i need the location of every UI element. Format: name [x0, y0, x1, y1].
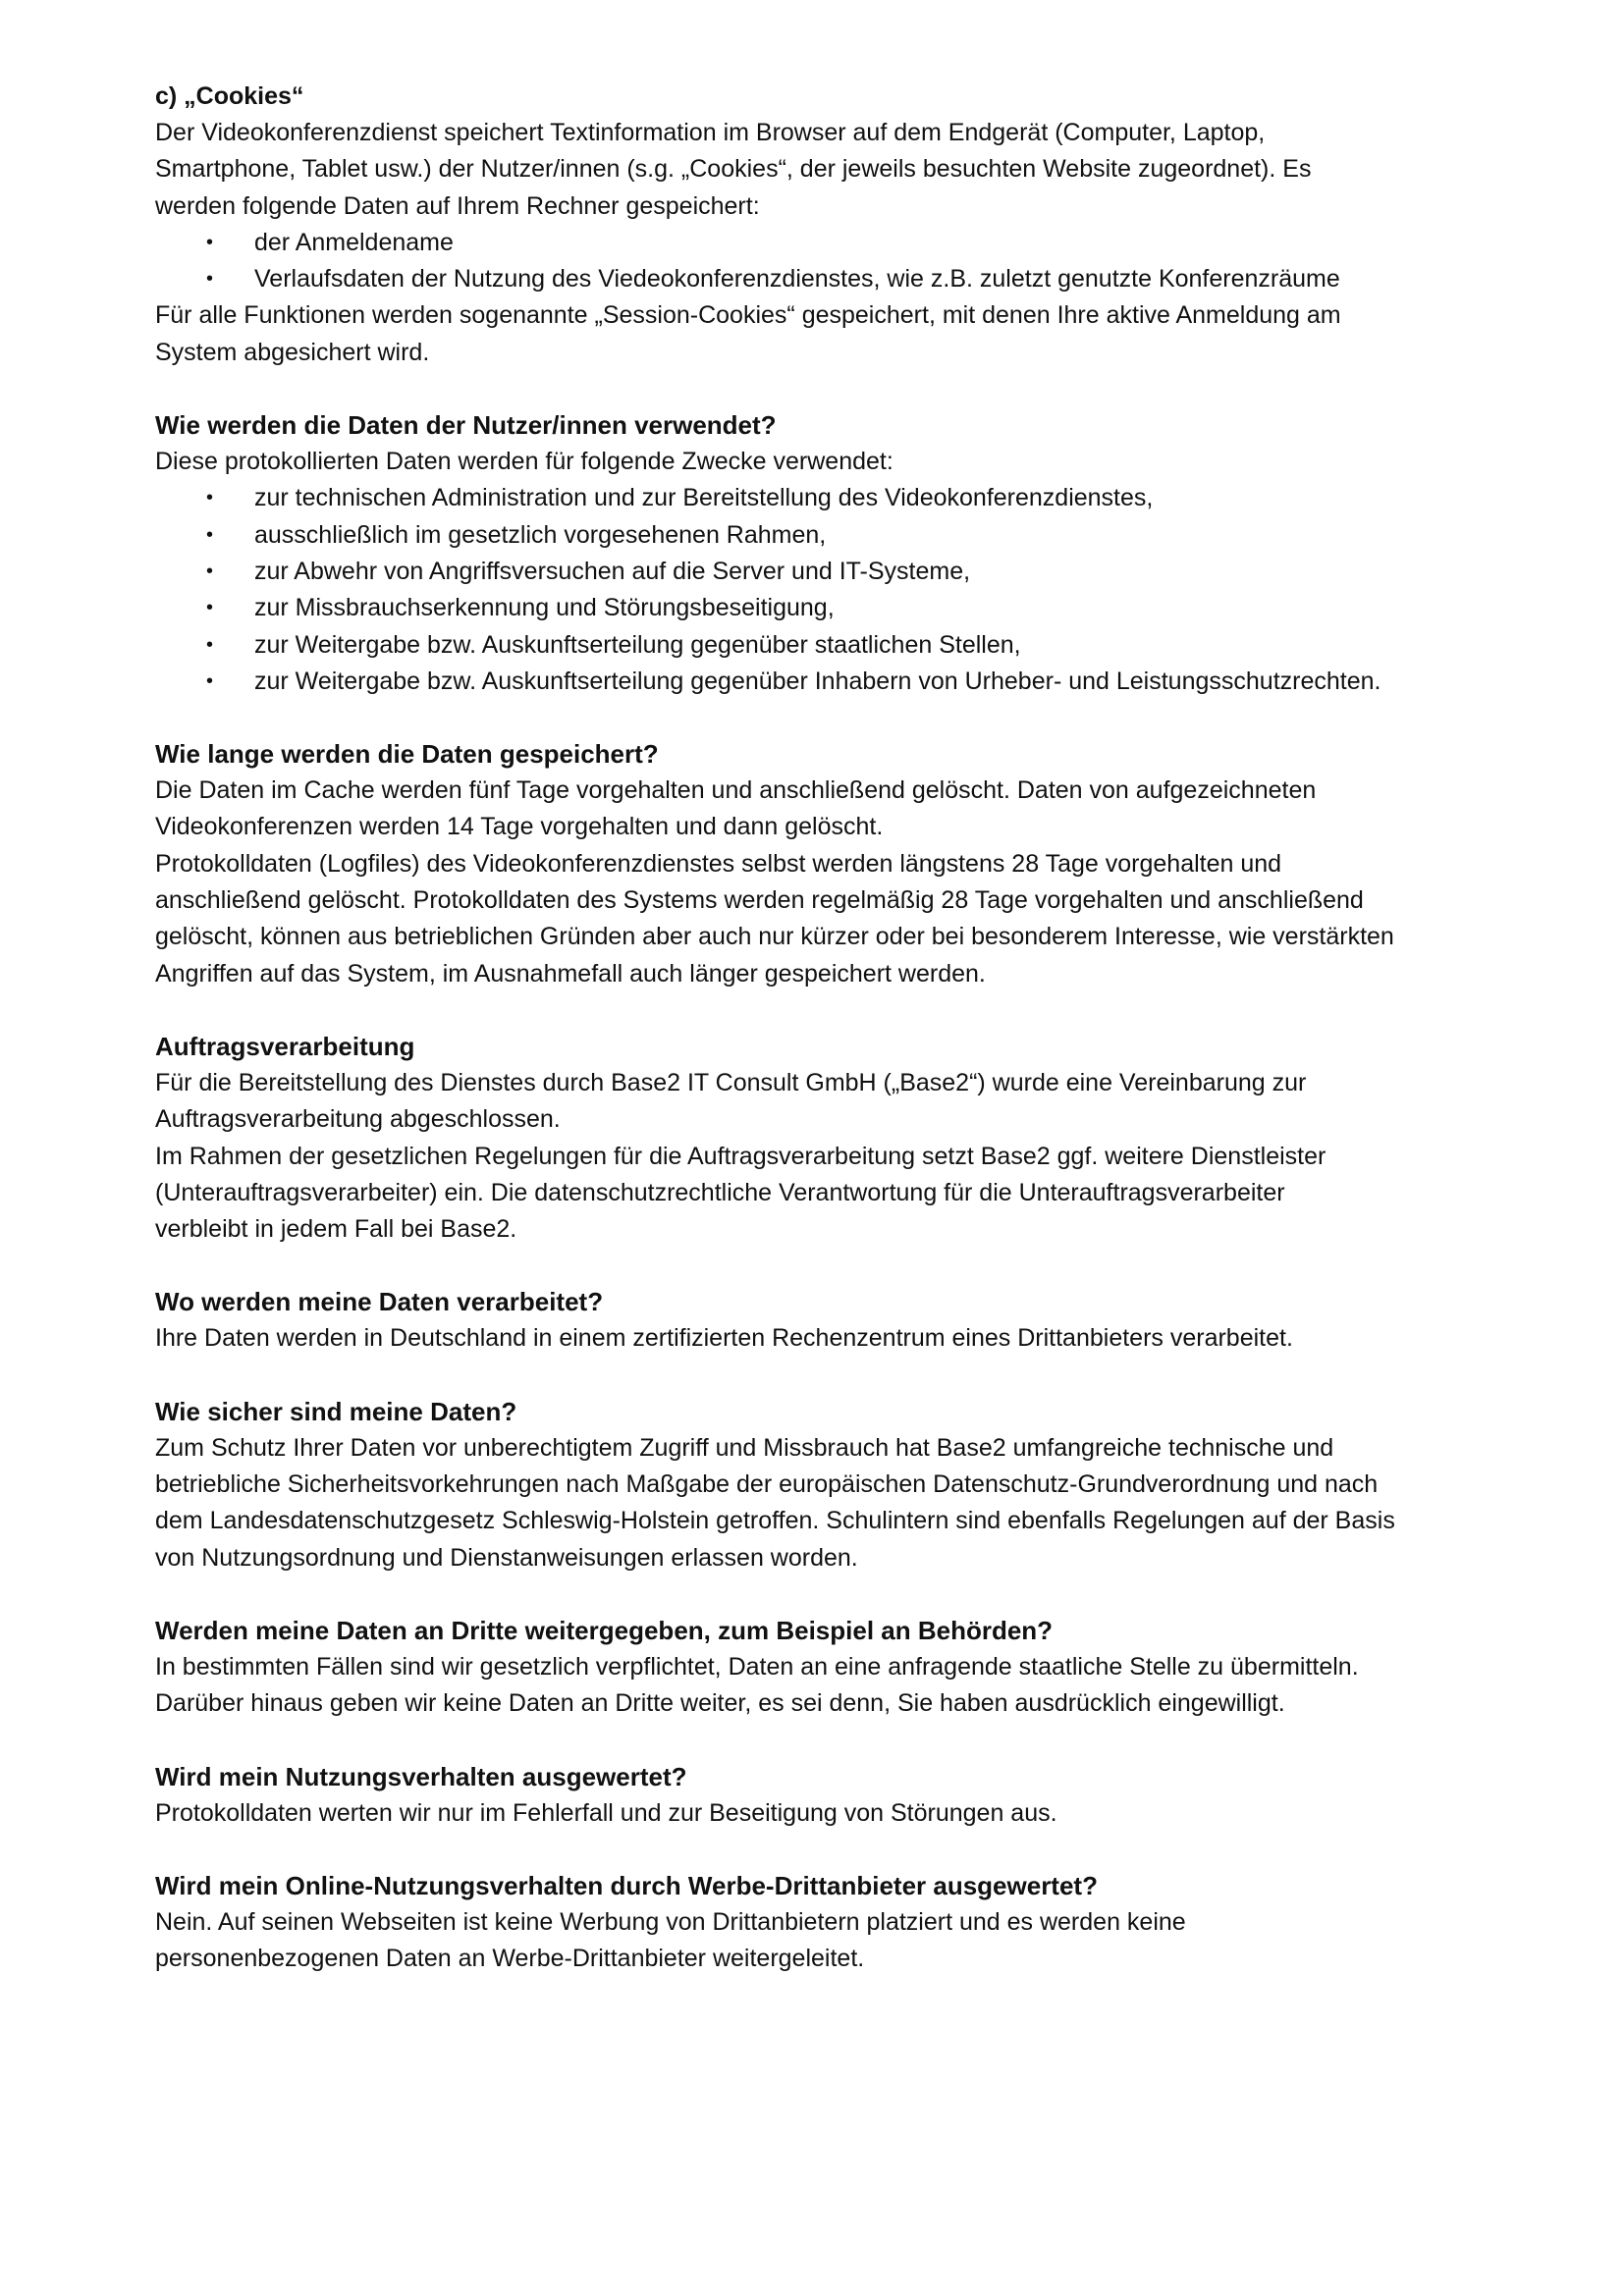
processing-line: Für die Bereitstellung des Dienstes durch Base2 IT Consult GmbH („Base2“) wurde eine Vereinbarung zur	[155, 1068, 1307, 1096]
cookies-outro-line: Für alle Funktionen werden sogenannte „Session-Cookies“ gespeichert, mit denen Ihre aktive Anmeldung am	[155, 301, 1341, 330]
bullet-icon: •	[206, 231, 214, 253]
cookies-intro-line: Smartphone, Tablet usw.) der Nutzer/innen (s.g. „Cookies“, der jeweils besuchten Website zugeordnet). Es	[155, 155, 1312, 184]
ads-line: personenbezogenen Daten an Werbe-Drittanbieter weitergeleitet.	[155, 1945, 865, 1973]
storage-line: Videokonferenzen werden 14 Tage vorgehalten und dann gelöscht.	[155, 813, 884, 841]
bullet-icon: •	[206, 633, 214, 656]
usage-intro: Diese protokollierten Daten werden für folgende Zwecke verwendet:	[155, 448, 893, 476]
document-page	[155, 79, 1569, 1977]
storage-line: Angriffen auf das System, im Ausnahmefall auch länger gespeichert werden.	[155, 959, 986, 988]
third-parties-heading: Werden meine Daten an Dritte weitergegeben, zum Beispiel an Behörden?	[155, 1615, 1054, 1645]
list-item	[155, 627, 1569, 664]
bullet-icon: •	[206, 487, 214, 509]
section-storage	[155, 736, 1569, 992]
list-item-text: Verlaufsdaten der Nutzung des Viedeokonferenzdienstes, wie z.B. zuletzt genutzte Konferenzräume	[254, 265, 1340, 294]
processing-line: Im Rahmen der gesetzlichen Regelungen für die Auftragsverarbeitung setzt Base2 ggf. weitere Dienstleister	[155, 1142, 1326, 1170]
location-line: Ihre Daten werden in Deutschland in einem zertifizierten Rechenzentrum eines Drittanbieters verarbeitet.	[155, 1324, 1293, 1353]
section-ads	[155, 1868, 1569, 1978]
bullet-icon: •	[206, 597, 214, 619]
storage-heading: Wie lange werden die Daten gespeichert?	[155, 739, 659, 770]
security-line: Zum Schutz Ihrer Daten vor unberechtigtem Zugriff und Missbrauch hat Base2 umfangreiche technische und	[155, 1433, 1334, 1462]
ads-heading: Wird mein Online-Nutzungsverhalten durch Werbe-Drittanbieter ausgewertet?	[155, 1870, 1098, 1900]
security-heading: Wie sicher sind meine Daten?	[155, 1396, 517, 1426]
cookies-list	[155, 225, 1569, 298]
storage-line: Die Daten im Cache werden fünf Tage vorgehalten und anschließend gelöscht. Daten von aufgezeichneten	[155, 776, 1317, 805]
section-behavior	[155, 1759, 1569, 1832]
cookies-intro-line: Der Videokonferenzdienst speichert Textinformation im Browser auf dem Endgerät (Computer, Laptop,	[155, 119, 1266, 146]
section-usage	[155, 407, 1569, 700]
bullet-icon: •	[206, 268, 214, 291]
behavior-heading: Wird mein Nutzungsverhalten ausgewertet?	[155, 1761, 687, 1791]
list-item-text: zur technischen Administration und zur Bereitstellung des Videokonferenzdienstes,	[254, 484, 1154, 512]
bullet-icon: •	[206, 523, 214, 546]
section-security	[155, 1394, 1569, 1576]
list-item-text: ausschließlich im gesetzlich vorgesehenen Rahmen,	[254, 520, 827, 549]
cookies-outro-line: System abgesichert wird.	[155, 338, 430, 366]
bullet-icon: •	[206, 560, 214, 582]
list-item	[155, 225, 1569, 261]
list-item	[155, 554, 1569, 590]
third-parties-line: In bestimmten Fällen sind wir gesetzlich verpflichtet, Daten an eine anfragende staatliche Stelle zu übermitteln.	[155, 1652, 1359, 1681]
list-item-text: zur Abwehr von Angriffsversuchen auf die Server und IT-Systeme,	[254, 557, 971, 585]
bullet-icon: •	[206, 669, 214, 692]
processing-line: verbleibt in jedem Fall bei Base2.	[155, 1215, 517, 1244]
processing-heading: Auftragsverarbeitung	[155, 1031, 415, 1061]
behavior-line: Protokolldaten werten wir nur im Fehlerfall und zur Beseitigung von Störungen aus.	[155, 1798, 1057, 1827]
section-third-parties	[155, 1613, 1569, 1723]
list-item	[155, 480, 1569, 516]
location-heading: Wo werden meine Daten verarbeitet?	[155, 1287, 604, 1317]
usage-list	[155, 480, 1569, 700]
section-processing	[155, 1029, 1569, 1248]
ads-line: Nein. Auf seinen Webseiten ist keine Werbung von Drittanbietern platziert und es werden keine	[155, 1907, 1186, 1936]
list-item	[155, 590, 1569, 626]
section-location	[155, 1284, 1569, 1357]
security-line: dem Landesdatenschutzgesetz Schleswig-Holstein getroffen. Schulintern sind ebenfalls Regelungen auf der Basis	[155, 1507, 1395, 1535]
storage-line: anschließend gelöscht. Protokolldaten des Systems werden regelmäßig 28 Tage vorgehalten und anschließend	[155, 886, 1364, 915]
list-item	[155, 517, 1569, 554]
storage-line: gelöscht, können aus betrieblichen Gründen aber auch nur kürzer oder bei besonderem Interesse, wie verstärkten	[155, 923, 1394, 951]
list-item	[155, 261, 1569, 297]
list-item-text: zur Missbrauchserkennung und Störungsbeseitigung,	[254, 594, 835, 622]
list-item-text: zur Weitergabe bzw. Auskunftserteilung gegenüber staatlichen Stellen,	[254, 630, 1021, 659]
third-parties-line: Darüber hinaus geben wir keine Daten an Dritte weiter, es sei denn, Sie haben ausdrücklich eingewilligt.	[155, 1689, 1285, 1718]
security-line: betriebliche Sicherheitsvorkehrungen nach Maßgabe der europäischen Datenschutz-Grundverordnung und nach	[155, 1470, 1379, 1499]
list-item	[155, 664, 1569, 700]
security-line: von Nutzungsordnung und Dienstanweisungen erlassen worden.	[155, 1543, 858, 1572]
usage-heading: Wie werden die Daten der Nutzer/innen verwendet?	[155, 410, 777, 441]
list-item-text: zur Weitergabe bzw. Auskunftserteilung gegenüber Inhabern von Urheber- und Leistungsschutzrechten.	[254, 667, 1381, 695]
processing-line: (Unterauftragsverarbeiter) ein. Die datenschutzrechtliche Verantwortung für die Unterauftragsverarbeiter	[155, 1178, 1285, 1206]
cookies-heading: c) „Cookies“	[155, 82, 304, 110]
list-item-text: der Anmeldename	[254, 228, 454, 256]
storage-line: Protokolldaten (Logfiles) des Videokonferenzdienstes selbst werden längstens 28 Tage vorgehalten und	[155, 849, 1282, 878]
processing-line: Auftragsverarbeitung abgeschlossen.	[155, 1105, 561, 1134]
section-cookies	[155, 79, 1569, 371]
cookies-intro-line: werden folgende Daten auf Ihrem Rechner gespeichert:	[155, 191, 760, 220]
